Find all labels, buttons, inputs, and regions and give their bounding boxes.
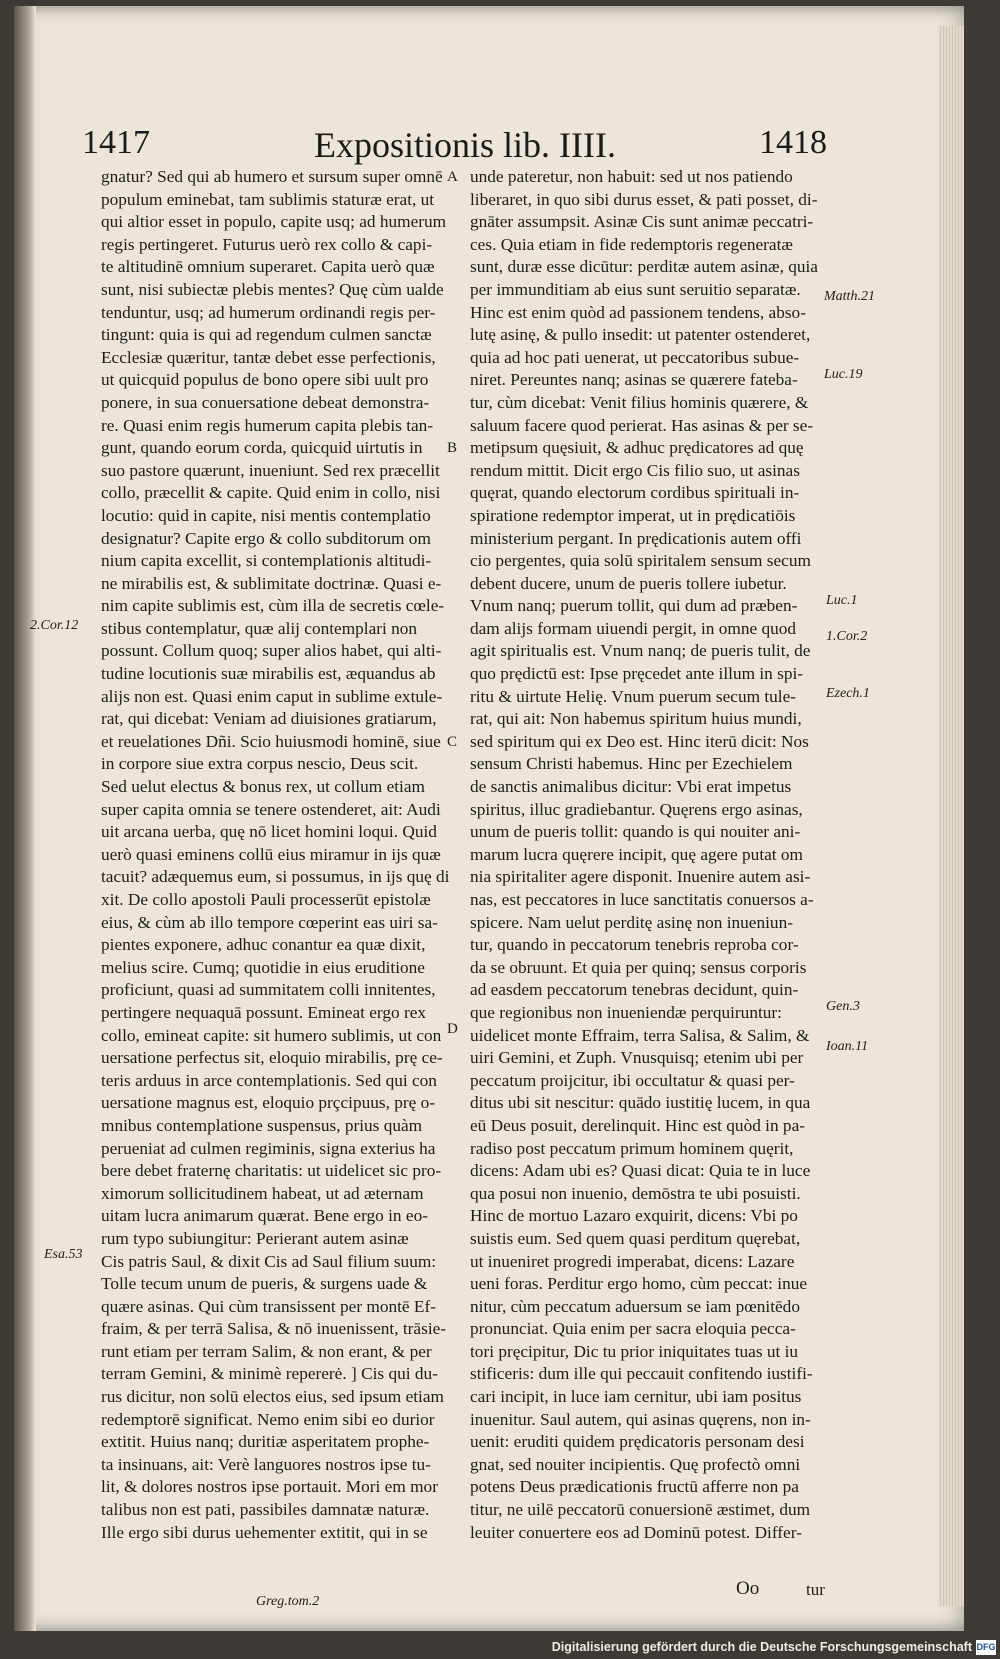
text-line: saluum facere quod perierat. Has asinas & per se- xyxy=(470,415,814,435)
text-line: gunt, quando eorum corda, quicquid uirtutis in xyxy=(101,438,423,458)
text-line: tori pręcipitur, Dic tu prior iniquitates tuas ut iu xyxy=(470,1341,799,1361)
running-title: Expositionis lib. IIII. xyxy=(314,125,616,165)
text-line: per immunditiam ab eius sunt seruitio separatæ. xyxy=(470,279,801,299)
left-page-number: 1417 xyxy=(82,124,150,161)
text-line: lutę asinę, & pullo insedit: ut patenter ostenderet, xyxy=(470,325,811,345)
text-line: Cis patris Saul, & dixit Cis ad Saul filium suum: xyxy=(101,1251,437,1271)
text-line: populum eminebat, tam sublimis staturæ erat, ut xyxy=(101,189,435,209)
text-line: tenduntur, usq; ad humerum ordinandi regis per- xyxy=(101,302,436,322)
text-line: unde pateretur, non habuit: sed ut nos patiendo xyxy=(470,167,793,186)
text-line: melius scire. Cumq; quotidie in eius eruditione xyxy=(101,957,425,977)
text-line: eū Deus posuit, derelinquit. Hinc est quòd in pa- xyxy=(470,1115,806,1135)
text-line: proficiunt, quasi ad summitatem colli innitentes, xyxy=(101,980,436,1000)
text-line: nia spiritaliter agere disponit. Inuenire autem asi- xyxy=(470,867,811,887)
margin-note-ezech1: Ezech.1 xyxy=(826,686,870,701)
text-line: nim capite sublimis est, cùm illa de secretis cœle- xyxy=(101,596,445,616)
text-line: tudine locutionis suæ mirabilis est, æquandus ab xyxy=(101,664,436,684)
text-line: quære asinas. Qui cùm transissent per montē Ef- xyxy=(101,1296,436,1316)
catchword: tur xyxy=(806,1580,825,1599)
text-line: regis pertingeret. Futurus uerò rex collo & capi- xyxy=(101,234,433,254)
funding-bar xyxy=(0,1637,1000,1659)
text-line: gnāter assumpsit. Asinæ Cis sunt animæ peccatri- xyxy=(470,212,814,232)
text-line: bere debet fraternę charitatis: ut uidelicet sic pro- xyxy=(101,1161,442,1181)
section-letter-c: C xyxy=(447,734,458,750)
margin-note-esa53: Esa.53 xyxy=(44,1247,83,1262)
text-line: agit spiritualis est. Vnum nanq; de pueris tulit, de xyxy=(470,641,811,661)
text-line: quęrat, quando electorum cordibus spirituali in- xyxy=(470,483,800,503)
text-line: dam alijs formam uiuendi pergit, in omne quod xyxy=(470,618,797,638)
text-line: radiso post peccatum primum hominem quęrit, xyxy=(470,1138,794,1158)
text-line: Ecclesiæ quæritur, tantæ debet esse perfectionis, xyxy=(101,347,436,367)
text-line: collo, emineat capite: sit humero sublimis, ut con xyxy=(101,1025,442,1045)
text-line: teris arduus in arce contemplationis. Sed qui con xyxy=(101,1070,437,1090)
text-line: dicens: Adam ubi es? Quasi dicat: Quia te in luce xyxy=(470,1161,811,1181)
text-line: peccatum proijcitur, ibi occultatur & quasi per- xyxy=(470,1070,795,1090)
text-line: rum typo subiungitur: Perierant autem asinæ xyxy=(101,1228,409,1248)
text-line: ponere, in sua conuersatione debeat demonstra- xyxy=(101,392,430,412)
text-line: rendum mittit. Dicit ergo Cis filio suo, ut asinas xyxy=(470,460,800,480)
text-line: Hinc est enim quòd ad passionem tendens, abso- xyxy=(470,302,806,322)
text-line: tacuit? adæquemus eum, si possumus, in ijs quę di xyxy=(101,867,450,887)
funding-note: Digitalisierung gefördert durch die Deutsche Forschungsgemeinschaft xyxy=(551,1640,972,1654)
margin-note-luc1: Luc.1 xyxy=(826,593,858,608)
text-line: extitit. Huius nanq; duritiæ asperitatem prophe- xyxy=(101,1432,430,1452)
margin-note-2cor12: 2.Cor.12 xyxy=(30,618,79,633)
text-line: uerò quasi eminens collū eius miramur in ijs quæ xyxy=(101,844,441,864)
text-line: metipsum quęsiuit, & adhuc prędicatores ad quę xyxy=(470,438,804,458)
text-line: potens Deus prædicationis fructū afferre non pa xyxy=(470,1477,799,1497)
dfg-logo-icon: DFG xyxy=(976,1640,996,1655)
text-line: spicere. Nam uelut perditę asinę non inueniun- xyxy=(470,912,793,932)
text-line: gnatur? Sed qui ab humero et sursum super omnē xyxy=(101,167,443,186)
book-page xyxy=(14,6,964,1631)
margin-note-matth21: Matth.21 xyxy=(824,289,875,304)
text-line: fraim, & per terrā Salisa, & nō inuenissent, trāsie- xyxy=(101,1319,447,1339)
text-line: rat, qui dicebat: Veniam ad diuisiones gratiarum, xyxy=(101,709,437,729)
text-line: talibus non est pati, passibiles damnatæ naturæ. xyxy=(101,1500,430,1520)
book-spine-shadow xyxy=(14,6,36,1631)
right-page-number: 1418 xyxy=(759,124,827,161)
margin-note-gen3: Gen.3 xyxy=(826,999,860,1014)
text-line: stibus contemplatur, quæ alij contemplari non xyxy=(101,618,418,638)
text-line: qua posui non inuenio, demōstra te ubi posuisti. xyxy=(470,1183,801,1203)
text-line: uiri Gemini, et Zuph. Vnusquisq; etenim ubi per xyxy=(470,1048,804,1068)
margin-note-luc19: Luc.19 xyxy=(824,367,863,382)
text-line: Sed uelut electus & bonus rex, ut collum etiam xyxy=(101,777,425,797)
text-line: cio pergentes, quia solū spiritalem sensum secum xyxy=(470,551,811,571)
text-line: sunt, duræ esse dicūtur: perditæ autem asinæ, quia xyxy=(470,257,818,277)
text-line: niret. Pereuntes nanq; asinas se quærere fateba- xyxy=(470,370,798,390)
text-line: gnat, sed nouiter incipientis. Quę profectò omni xyxy=(470,1454,801,1474)
text-line: uit arcana uerba, quę nō licet homini loqui. Quid xyxy=(101,822,437,842)
section-letter-d: D xyxy=(447,1021,458,1037)
text-line: spiritus, illuc gradiebantur. Quęrens ergo asinas, xyxy=(470,799,803,819)
text-line: marum lucra quęrere incipit, quę agere putat om xyxy=(470,844,804,864)
text-line: sensum Christi habemus. Hinc per Ezechielem xyxy=(470,754,793,774)
text-line: ministerium pergant. In prędicationis autem offi xyxy=(470,528,802,548)
text-line: ut quicquid populus de bono opere sibi uult pro xyxy=(101,370,429,390)
text-line: uenit: eruditi quidem prędicatoris personam desi xyxy=(470,1432,805,1452)
text-line: lit, & dolores nostros ipse portauit. Mori em mor xyxy=(101,1477,438,1497)
text-line: terram Gemini, & minimè repererė. ] Cis qui du- xyxy=(101,1364,438,1384)
text-line: collo, præcellit & capite. Quid enim in collo, nisi xyxy=(101,483,441,503)
text-line: leuiter conuertere eos ad Dominū potest. Differ- xyxy=(470,1522,802,1542)
text-line: eius, & cùm ab illo tempore cœperint eas uiri sa- xyxy=(101,912,438,932)
text-line: tur, quando in peccatorum tenebris reproba cor- xyxy=(470,935,799,955)
text-line: quia ad hoc pati uenerat, ut peccatoribus subue- xyxy=(470,347,800,367)
text-line: sed spiritum qui ex Deo est. Hinc iterū dicit: Nos xyxy=(470,731,809,751)
margin-note-1cor2: 1.Cor.2 xyxy=(826,629,868,644)
text-line: Ille ergo sibi durus uehementer extitit, qui in se xyxy=(101,1522,428,1542)
text-line: mnibus contemplatione suspensus, prius quàm xyxy=(101,1115,423,1135)
text-line: nium capita excellit, si contemplationis altitudi- xyxy=(101,551,432,571)
text-line: in corpore siue extra corpus nescio, Deus scit. xyxy=(101,754,419,774)
text-line: tingunt: quia is qui ad regendum culmen sanctæ xyxy=(101,325,432,345)
text-line: redemptorē significat. Nemo enim sibi eo durior xyxy=(101,1409,435,1429)
text-line: alijs non est. Quasi enim caput in sublime extule- xyxy=(101,686,443,706)
text-line: nitur, cùm peccatum aduersum se iam pœnitēdo xyxy=(470,1296,800,1316)
text-line: pientes exponere, adhuc conantur ea quæ dixit, xyxy=(101,935,426,955)
text-line: suistis eum. Sed quem quasi perditum quęrebat, xyxy=(470,1228,801,1248)
text-line: nas, est peccatores in luce sanctitatis conuersos a- xyxy=(470,890,814,909)
right-text-column xyxy=(470,166,825,1544)
text-line: da se obruunt. Et quia per quinq; sensus corporis xyxy=(470,957,807,977)
text-line: ueni foras. Perditur ergo homo, cùm peccat: inue xyxy=(470,1274,808,1294)
book-fore-edge xyxy=(938,26,964,1606)
text-line: sunt, nisi subiectæ plebis mentes? Quę cùm ualde xyxy=(101,279,444,299)
text-line: unum de pueris tollit: quando is qui nouiter ani- xyxy=(470,822,801,842)
text-line: ximorum sollicitudinem habeat, ut ad æternam xyxy=(101,1183,424,1203)
text-line: te altitudinē omnium superaret. Capita uerò quæ xyxy=(101,257,435,277)
text-line: pertingere nequaquā possunt. Emineat ergo rex xyxy=(101,1002,427,1022)
text-line: perueniat ad culmen regiminis, signa exterius ha xyxy=(101,1138,436,1158)
text-line: liberaret, in quo sibi durus esset, & pati posset, di- xyxy=(470,189,818,209)
text-line: uersatione magnus est, eloquio prçcipuus, prę o- xyxy=(101,1093,436,1113)
text-line: pronunciat. Quia enim per sacra eloquia pecca- xyxy=(470,1319,796,1339)
quire-mark: Oo xyxy=(736,1578,760,1599)
text-line: super capita omnia se tenere ostenderet, ait: Audi xyxy=(101,799,441,819)
text-line: quo prędictū est: Ipse pręcedet ante illum in spi- xyxy=(470,664,804,684)
text-line: suo pastore quærunt, inueniunt. Sed rex præcellit xyxy=(101,460,440,480)
text-line: ces. Quia etiam in fide redemptoris regeneratæ xyxy=(470,234,793,254)
text-line: ritu & uirtute Helię. Vnum puerum secum tule- xyxy=(470,686,797,706)
text-line: designatur? Capite ergo & collo subditorum om xyxy=(101,528,431,548)
text-line: rus dicitur, non solū electos eius, sed ipsum etiam xyxy=(101,1387,444,1407)
text-line: Hinc de mortuo Lazaro exquirit, dicens: Vbi po xyxy=(470,1206,798,1226)
text-line: et reuelationes Dñi. Scio huiusmodi hominē, siue xyxy=(101,731,441,751)
text-line: uitam lucra animarum quærat. Bene ergo in eo- xyxy=(101,1206,428,1226)
text-line: uidelicet monte Effraim, terra Salisa, & Salim, & xyxy=(470,1025,810,1045)
text-line: inuenitur. Saul autem, qui asinas quęrens, non in- xyxy=(470,1409,811,1429)
section-letter-a: A xyxy=(447,169,458,185)
text-line: locutio: quid in capite, nisi mentis contemplatio xyxy=(101,505,431,525)
text-line: re. Quasi enim regis humerum capita plebis tan- xyxy=(101,415,434,435)
text-line: ut inueniret progredi imperabat, dicens: Lazare xyxy=(470,1251,795,1271)
signature-mark: Greg.tom.2 xyxy=(256,1594,320,1609)
text-line: spiratione redemptor imperat, ut in prędicatiōis xyxy=(470,505,796,525)
text-line: Vnum nanq; puerum tollit, qui dum ad præben- xyxy=(470,596,798,616)
text-line: de sanctis animalibus dicitur: Vbi erat impetus xyxy=(470,777,792,797)
margin-note-ioan11: Ioan.11 xyxy=(826,1039,869,1054)
text-line: runt etiam per terram Salim, & non erant, & per xyxy=(101,1341,432,1361)
text-line: qui altior esset in populo, capite usq; ad humerum xyxy=(101,212,447,232)
section-letter-b: B xyxy=(447,440,458,456)
text-line: uersatione perfectus sit, eloquio mirabilis, prę ce- xyxy=(101,1048,443,1068)
text-line: ne mirabilis est, & sublimitate doctrinæ. Quasi e- xyxy=(101,573,442,593)
text-line: stificeris: dum ille qui peccauit confitendo iustifi- xyxy=(470,1364,813,1384)
text-line: titur, ne uilē peccatorū conuersionē æstimet, dum xyxy=(470,1500,811,1520)
text-line: xit. De collo apostoli Pauli processerūt epistolæ xyxy=(101,890,431,909)
text-line: Tolle tecum unum de pueris, & surgens uade & xyxy=(101,1274,428,1294)
left-text-column xyxy=(101,166,453,1544)
text-line: ditus ubi sit nescitur: quādo iustitię lucem, in qua xyxy=(470,1093,811,1113)
text-line: ad easdem peccatorum tenebras decidunt, quin- xyxy=(470,980,799,1000)
text-line: tur, cùm dicebat: Venit filius hominis quærere, & xyxy=(470,392,809,412)
text-line: cari incipit, in luce iam cernitur, ubi iam positus xyxy=(470,1387,802,1407)
text-line: que regionibus non inueniendæ perquiruntur: xyxy=(470,1002,782,1022)
text-line: rat, qui ait: Non habemus spiritum huius mundi, xyxy=(470,709,802,729)
text-line: ta insinuans, ait: Verè languores nostros ipse tu- xyxy=(101,1454,431,1474)
text-line: debent ducere, unum de pueris tollere iubetur. xyxy=(470,573,787,593)
text-line: possunt. Collum quoq; super alios habet, qui alti- xyxy=(101,641,442,661)
